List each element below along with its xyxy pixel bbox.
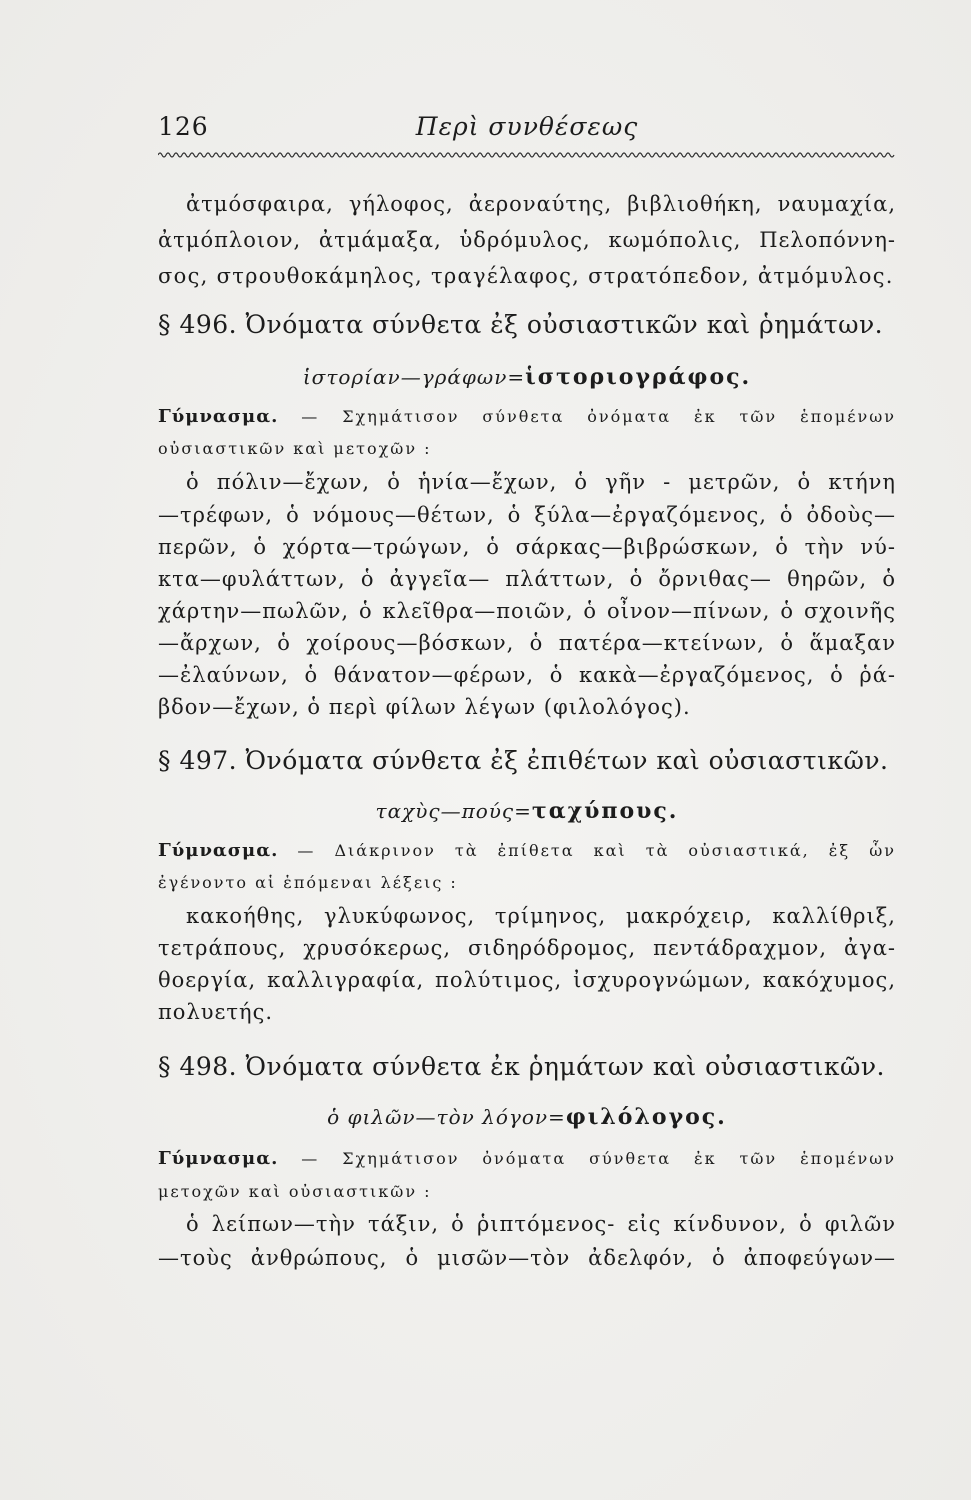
page-number: 126 [158,112,209,141]
exercise-line: ὁ λείπων—τὴν τάξιν, ὁ ῥιπτόμενος- εἰς κίνδυνον, ὁ φιλῶν [186,1212,896,1236]
exercise-instruction: — Σχημάτισον σύνθετα ὀνόματα ἐκ τῶν ἑπομένων [301,407,897,426]
example-components: ὁ φιλῶν—τὸν λόγον [327,1105,549,1129]
text-line: σος, στρουθοκάμηλος, τραγέλαφος, στρατόπεδον, ἀτμόμυλος. [158,264,894,288]
example-result: ταχύπους. [531,798,679,824]
example-equals: = [514,799,532,823]
exercise-label: Γύμνασμα. [158,406,279,427]
exercise-line: κτα—φυλάττων, ὁ ἀγγεῖα— πλάττων, ὁ ὄρνιθας— θηρῶν, ὁ [158,567,896,591]
exercise-line: τετράπους, χρυσόκερως, σιδηρόδρομος, πεντάδραχμον, ἀγα- [158,936,896,960]
text-line: ἀτμόσφαιρα, γήλοφος, ἀεροναύτης, βιβλιοθήκη, ναυμαχία, [186,192,896,216]
example-components: ἱστορίαν—γράφων [302,365,508,389]
exercise-line: —τρέφων, ὁ νόμους—θέτων, ὁ ξύλα—ἐργαζόμενος, ὁ ὀδοὺς— [158,503,896,527]
section-497-exercise-instruction: ἐγένοντο αἱ ἑπόμεναι λέξεις : [158,873,458,892]
example-equals: = [507,365,526,389]
section-497-exercise-header [158,840,896,861]
text-line: ἀτμόπλοιον, ἀτμάμαξα, ὑδρόμυλος, κωμόπολις, Πελοπόννη- [158,228,896,252]
exercise-line: θοεργία, καλλιγραφία, πολύτιμος, ἰσχυρογνώμων, κακόχυμος, [158,968,896,992]
exercise-line: κακοήθης, γλυκύφωνος, τρίμηνος, μακρόχειρ, καλλίθριξ, [186,904,896,928]
example-equals: = [548,1105,566,1129]
wavy-rule-divider [158,148,896,162]
exercise-line: —τοὺς ἀνθρώπους, ὁ μισῶν—τὸν ἀδελφόν, ὁ ἀποφεύγων— [158,1246,896,1270]
exercise-line: —ἄρχων, ὁ χοίρους—βόσκων, ὁ πατέρα—κτείνων, ὁ ἅμαξαν [158,631,896,655]
exercise-label: Γύμνασμα. [158,840,279,861]
example-components: ταχὺς—πούς [375,799,515,823]
section-497-example [158,798,896,824]
exercise-line: χάρτην—πωλῶν, ὁ κλεῖθρα—ποιῶν, ὁ οἶνον—πίνων, ὁ σχοινῆς [158,599,896,623]
exercise-label: Γύμνασμα. [158,1148,279,1169]
page-header [158,112,896,148]
exercise-line: βδον—ἔχων, ὁ περὶ φίλων λέγων (φιλολόγος). [158,695,691,719]
running-title: Περὶ συνθέσεως [415,112,639,141]
exercise-line: —ἐλαύνων, ὁ θάνατον—φέρων, ὁ κακὰ—ἐργαζόμενος, ὁ ῥά- [158,663,896,687]
section-496-exercise-header [158,406,896,427]
exercise-line: ὁ πόλιν—ἔχων, ὁ ἡνία—ἔχων, ὁ γῆν - μετρῶν, ὁ κτήνη [186,470,896,494]
exercise-instruction: — Σχημάτισον ὀνόματα σύνθετα ἐκ τῶν ἑπομένων [301,1149,897,1168]
section-498-exercise-instruction: μετοχῶν καὶ οὐσιαστικῶν : [158,1182,432,1201]
example-result: φιλόλογος. [565,1104,727,1130]
exercise-line: πολυετής. [158,1000,274,1024]
section-498-exercise-header [158,1148,896,1169]
section-496-exercise-instruction: οὐσιαστικῶν καὶ μετοχῶν : [158,439,432,458]
section-498-example [158,1104,896,1130]
section-496-example [158,364,896,390]
exercise-line: περῶν, ὁ χόρτα—τρώγων, ὁ σάρκας—βιβρώσκων, ὁ τὴν νύ- [158,535,896,559]
section-497-title: § 497. Ὀνόματα σύνθετα ἐξ ἐπιθέτων καὶ οὐσιαστικῶν. [158,746,889,775]
example-result: ἱστοριογράφος. [525,364,752,390]
section-496-title: § 496. Ὀνόματα σύνθετα ἐξ οὐσιαστικῶν καὶ ῥημάτων. [158,310,884,339]
section-498-title: § 498. Ὀνόματα σύνθετα ἐκ ῥημάτων καὶ οὐσιαστικῶν. [158,1052,885,1081]
exercise-instruction: — Διάκρινον τὰ ἐπίθετα καὶ τὰ οὐσιαστικά, ἐξ ὧν [297,841,896,860]
